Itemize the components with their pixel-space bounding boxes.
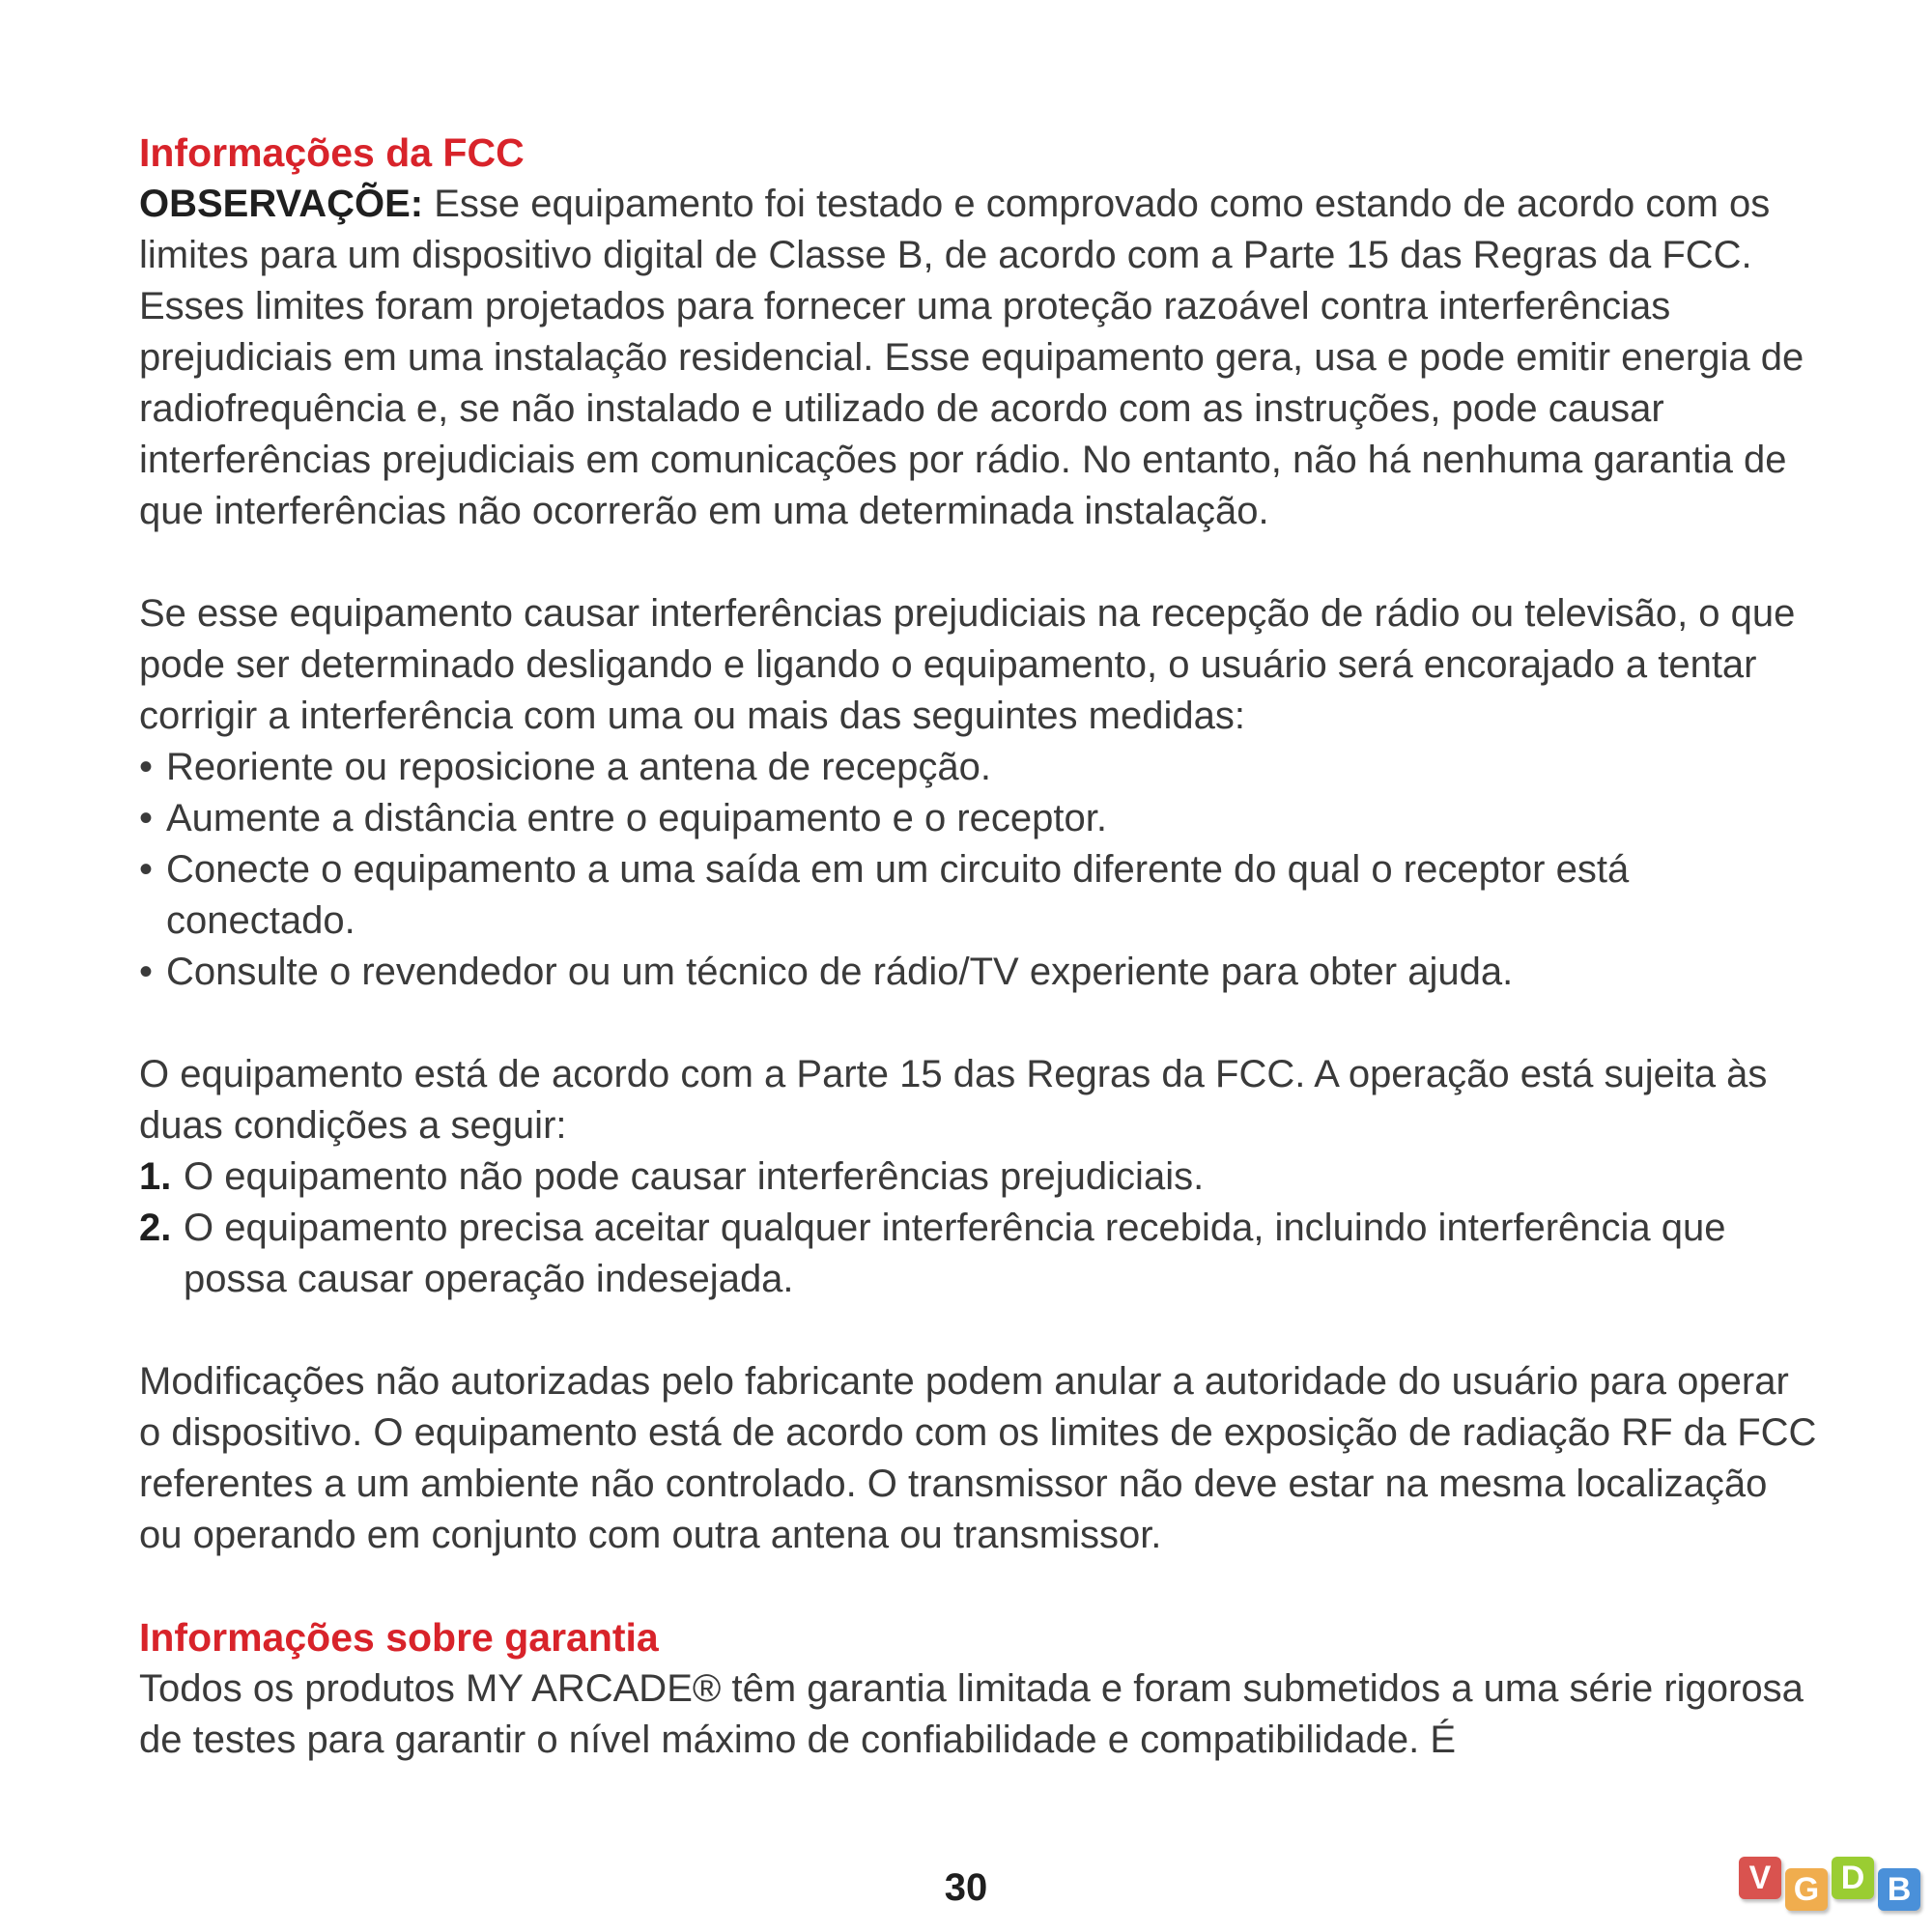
paragraph-gap xyxy=(139,537,1820,588)
compliance-intro: O equipamento está de acordo com a Parte 15 das Regras da FCC. A operação está sujeita às duas condições a seguir: xyxy=(139,1053,1768,1147)
watermark-tile-b: B xyxy=(1878,1868,1920,1911)
vgdb-watermark-logo xyxy=(1735,1853,1928,1930)
note-label: OBSERVAÇÕE: xyxy=(139,183,424,225)
paragraph-gap xyxy=(139,1305,1820,1356)
bullet-icon: • xyxy=(139,848,154,891)
note-text: Esse equipamento foi testado e comprovado como estando de acordo com os limites para um dispositivo digital de Classe B, de acordo com a Parte 15 das Regras da FCC. Esses limites foram projetados para fornecer uma proteção razoável contra interferências prejudiciais em uma instalação residencial. Esse equipamento gera, usa e pode emitir energia de radiofrequência e, se não instalado e utilizado de acordo com as instruções, pode causar interferências prejudiciais em comunicações por rádio. No entanto, não há nenhuma garantia de que interferências não ocorrerão em uma determinada instalação. xyxy=(139,183,1804,532)
condition-number: 1. xyxy=(139,1155,172,1198)
warranty-heading: Informações sobre garantia xyxy=(139,1615,659,1660)
condition-number: 2. xyxy=(139,1207,172,1249)
watermark-tile-v: V xyxy=(1739,1857,1781,1899)
measure-item xyxy=(139,844,1673,947)
condition-text: O equipamento precisa aceitar qualquer interferência recebida, incluindo interferência que possa causar operação indesejada. xyxy=(184,1207,1726,1300)
condition-item xyxy=(139,1151,1820,1203)
fcc-heading: Informações da FCC xyxy=(139,130,525,175)
measure-text: Reoriente ou reposicione a antena de recepção. xyxy=(166,746,991,788)
page-number: 30 xyxy=(944,1866,988,1909)
watermark-tile-g: G xyxy=(1785,1868,1828,1911)
measure-item xyxy=(139,793,1820,844)
paragraph-gap xyxy=(139,998,1820,1049)
bullet-icon: • xyxy=(139,951,154,993)
modifications-paragraph: Modificações não autorizadas pelo fabricante podem anular a autoridade do usuário para operar o dispositivo. O equipamento está de acordo com os limites de exposição de radiação RF da FCC referentes a um ambiente não controlado. O transmissor não deve estar na mesma localização ou operando em conjunto com outra antena ou transmissor. xyxy=(139,1360,1817,1556)
measure-text: Consulte o revendedor ou um técnico de rádio/TV experiente para obter ajuda. xyxy=(166,951,1514,993)
interference-intro: Se esse equipamento causar interferências prejudiciais na recepção de rádio ou televisão, o que pode ser determinado desligando e ligando o equipamento, o usuário será encorajado a tentar corrigir a interferência com uma ou mais das seguintes medidas: xyxy=(139,592,1796,737)
watermark-tile-d: D xyxy=(1832,1857,1874,1899)
measure-text: Aumente a distância entre o equipamento e o receptor. xyxy=(166,797,1107,839)
paragraph-gap xyxy=(139,1561,1820,1612)
bullet-icon: • xyxy=(139,797,154,839)
condition-item xyxy=(139,1203,1806,1305)
condition-text: O equipamento não pode causar interferências prejudiciais. xyxy=(184,1155,1205,1198)
fcc-note-paragraph xyxy=(139,179,1820,537)
document-page xyxy=(139,128,1820,1766)
measure-item xyxy=(139,742,1820,793)
measure-item xyxy=(139,947,1820,998)
bullet-icon: • xyxy=(139,746,154,788)
warranty-paragraph: Todos os produtos MY ARCADE® têm garantia limitada e foram submetidos a uma série rigorosa de testes para garantir o nível máximo de confiabilidade e compatibilidade. É xyxy=(139,1667,1804,1761)
measure-text: Conecte o equipamento a uma saída em um circuito diferente do qual o receptor está conectado. xyxy=(166,848,1630,942)
